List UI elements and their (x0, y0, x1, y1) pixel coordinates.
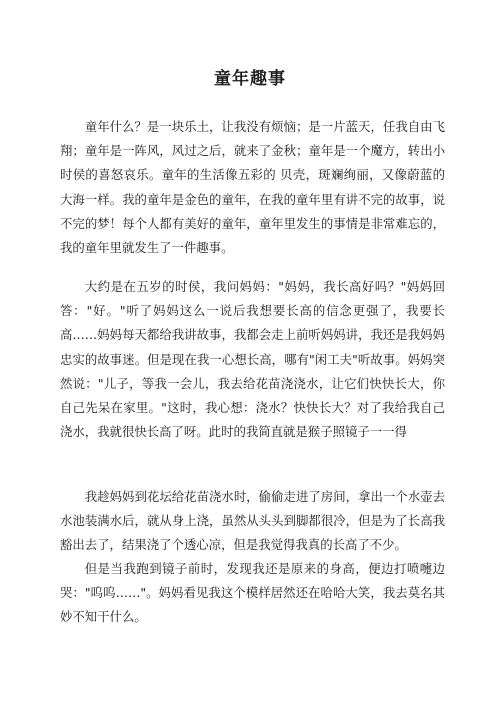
paragraph-3: 我趁妈妈到花坛给花苗浇水时，偷偷走进了房间，拿出一个水壶去水池装满水后，就从身上浇，虽然从头头到脚都很冷，但是为了长高我豁出去了，结果浇了个透心凉，但是我觉得我真的长高了不少。 (60, 489, 445, 553)
document-title: 童年趣事 (214, 69, 286, 89)
paragraph-1: 童年什么？是一块乐土，让我没有烦恼；是一片蓝天，任我自由飞翔；童年是一阵风，风过之后，就来了金秋；童年是一个魔方，转出小时侯的喜怒哀乐。童年的生活像五彩的 贝壳，斑斓绚丽，又像蔚蓝的大海一样。我的童年是金色的童年，在我的童年里有讲不完的故事，说不完的梦！每个人都有美好的童年，童年里发生的事情是非常难忘的，我的童年里就发生了一件趣事。 (60, 119, 445, 256)
paragraph-4: 但是当我跑到镜子前时，发现我还是原来的身高，便边打喷嚏边哭："呜呜……"。妈妈看见我这个模样居然还在哈哈大笑，我去莫名其妙不知干什么。 (60, 561, 445, 625)
paragraph-2: 大约是在五岁的时侯，我问妈妈："妈妈，我长高好吗？"妈妈回答："好。"听了妈妈这么一说后我想要长高的信念更强了，我要长高……妈妈每天都给我讲故事，我都会走上前听妈妈讲，我还是我妈妈忠实的故事迷。但是现在我一心想长高，哪有"闲工夫"听故事。妈妈突然说："儿子，等我一会儿，我去给花苗浇浇水，让它们快快长大，你自己先呆在家里。"这时，我心想：浇水？快快长大？对了我给我自己浇水，我就很快长高了呀。此时的我简直就是猴子照镜子一一得 (60, 279, 445, 440)
